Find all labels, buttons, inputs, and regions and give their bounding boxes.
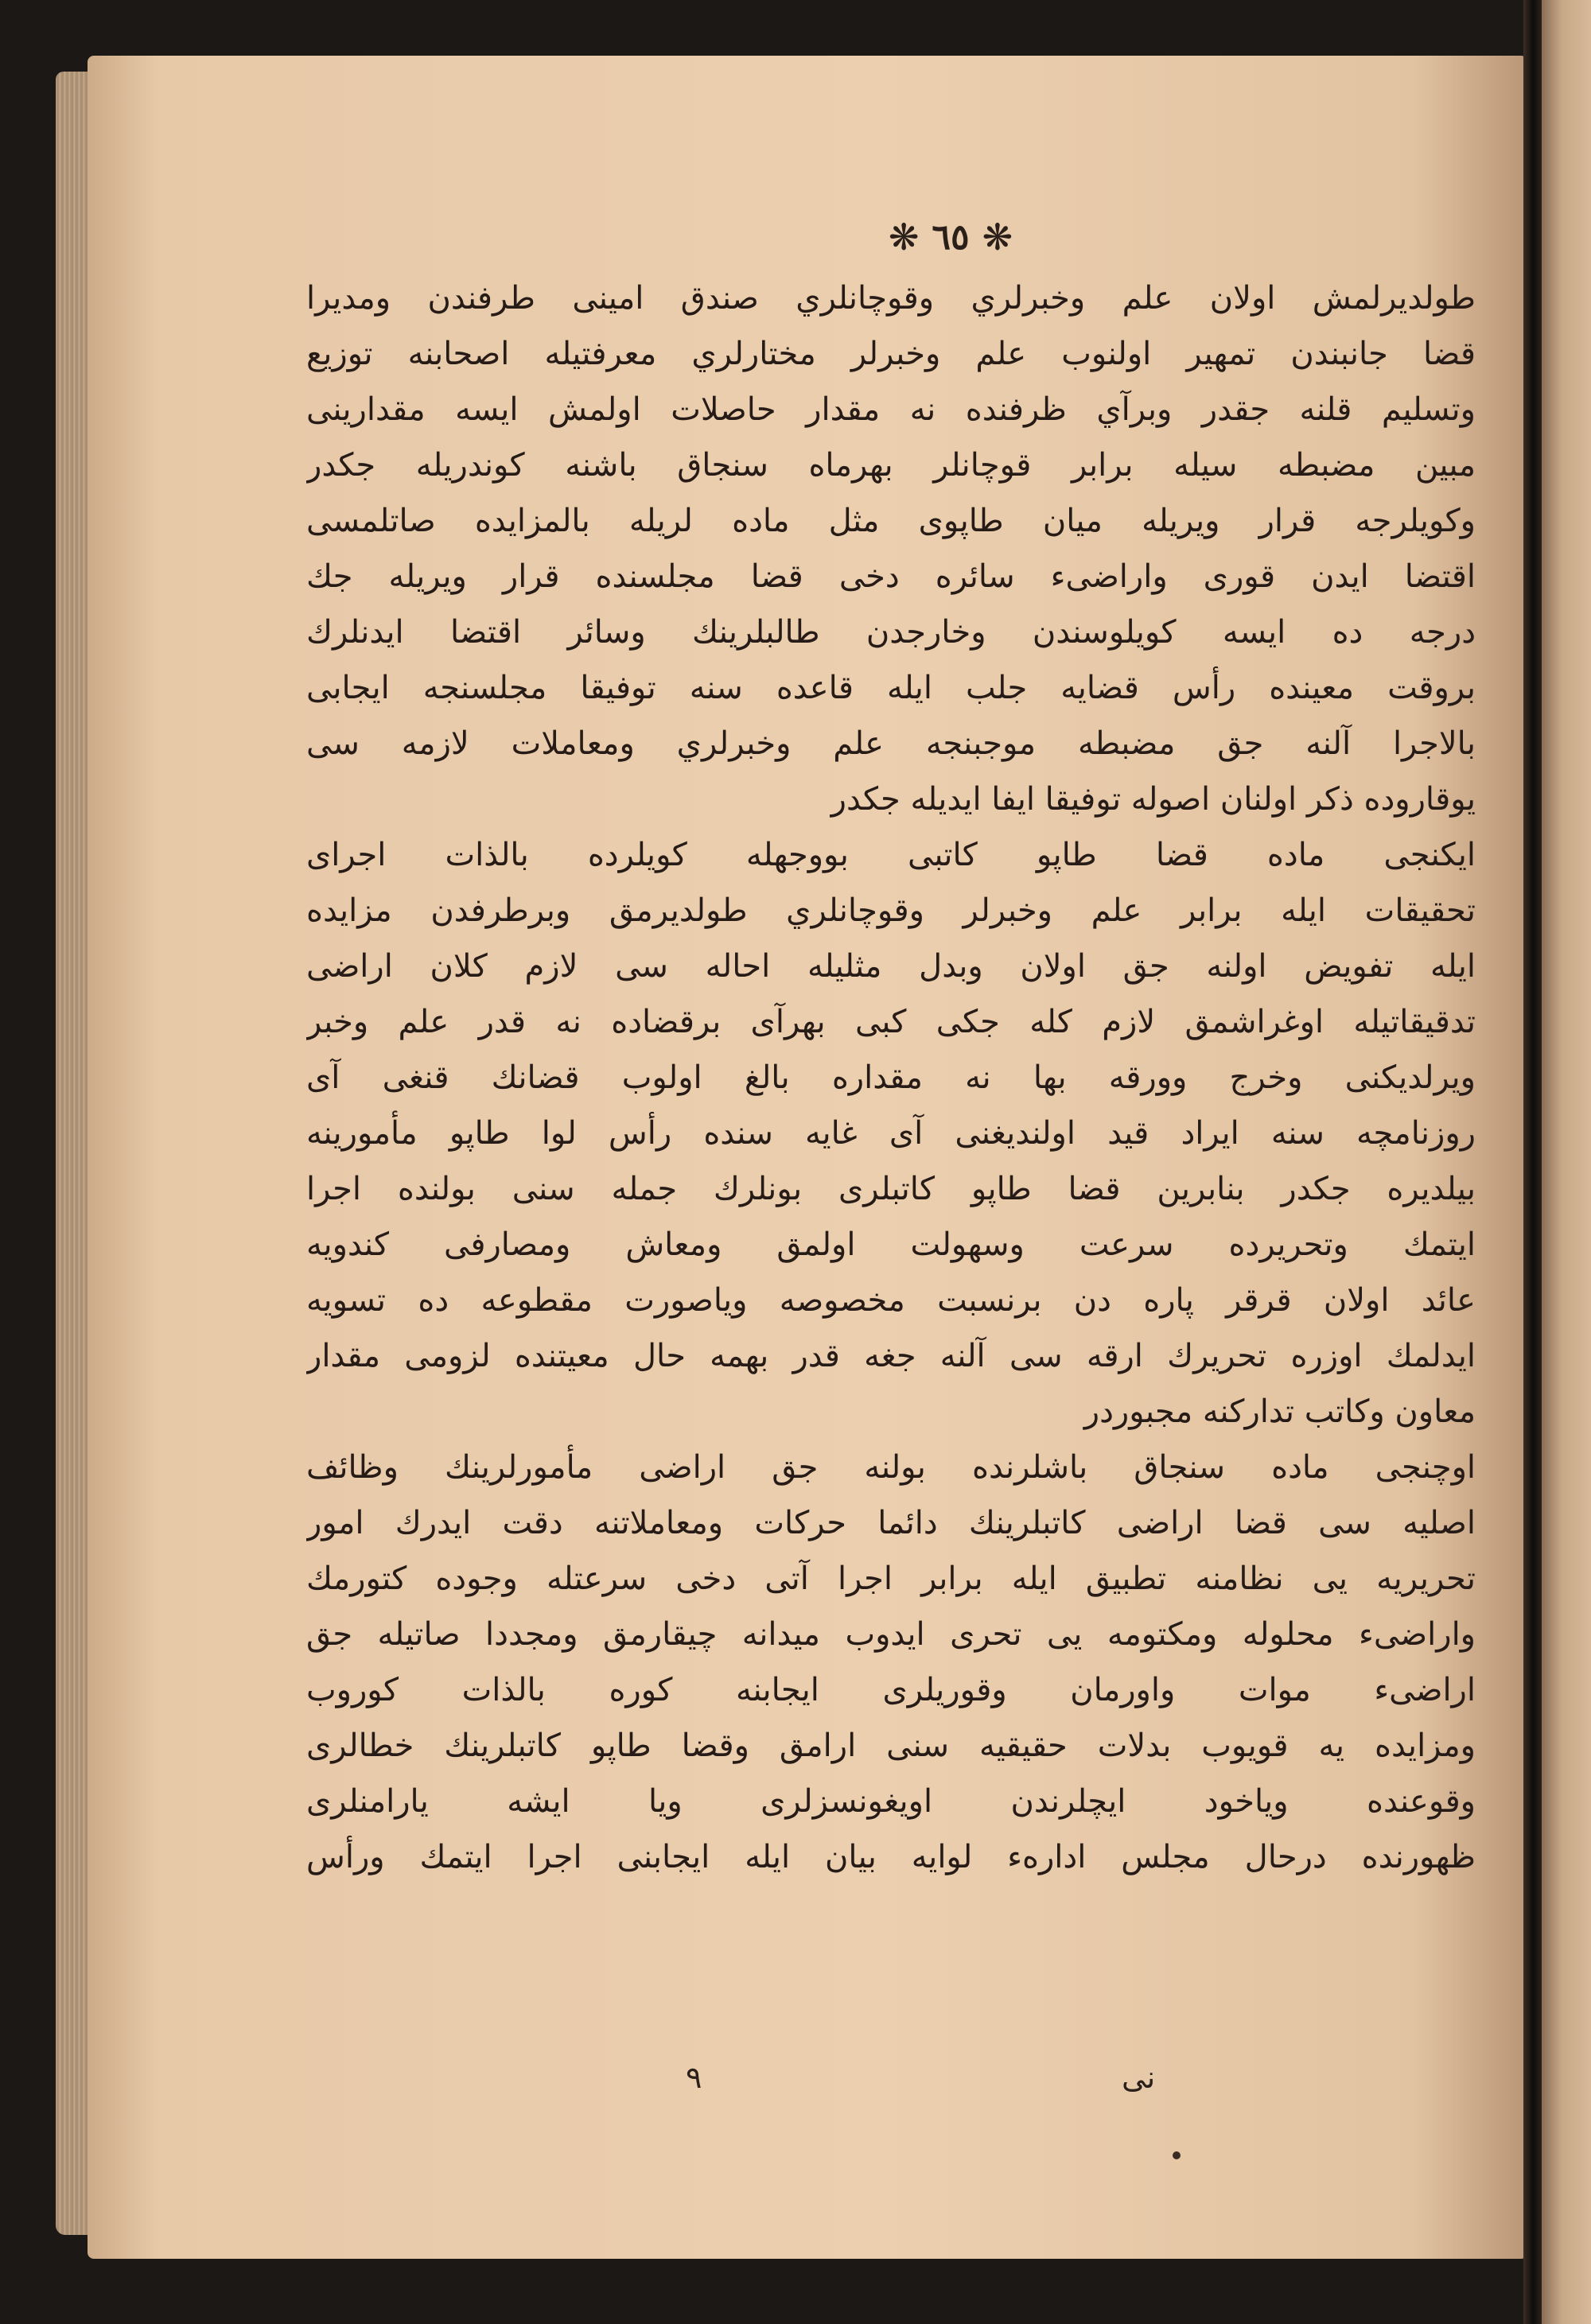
text-line: اصليه سى قضا اراضى كاتبلرينك دائما حركات ومعاملاتنه دقت ايدرك امور (306, 1505, 1476, 1541)
signature-mark: ٩ (686, 2060, 702, 2095)
book-gutter (1523, 0, 1542, 2324)
ink-speck (1173, 2151, 1181, 2159)
text-line: اقتضا ايدن قورى واراضىء سائره دخى قضا مجلسنده قرار ويريله جك (306, 558, 1476, 595)
text-line: اراضىء موات واورمان وقوريلرى ايجابنه كوره بالذات كوروب (306, 1672, 1476, 1708)
ornament-right-icon: ❋ (982, 216, 1013, 258)
text-line: تدقيقاتيله اوغراشمق لازم كله جكى كبى بهرآى برقضاده نه قدر علم وخبر (306, 1004, 1476, 1040)
page-footer (0, 2060, 1591, 2108)
text-line: درجه ده ايسه كويلوسندن وخارجدن طالبلرينك وسائر اقتضا ايدنلرك (306, 614, 1476, 651)
text-line: ظهورنده درحال مجلس ادارهء لوايه بيان ايله ايجابنى اجرا ايتمك ورأس (306, 1839, 1476, 1875)
text-line: بروقت معينده رأس قضايه جلب ايله قاعده سنه توفيقا مجلسنجه ايجابى (306, 670, 1476, 706)
text-line: ويرلديكنى وخرج وورقه بها نه مقداره بالغ اولوب قضانك قنغى آى (306, 1059, 1476, 1096)
text-line: روزنامچه سنه ايراد قيد اولنديغنى آى غايه سنده رأس لوا طاپو مأمورينه (306, 1115, 1476, 1152)
text-line: بيلديره جكدر بنابرين قضا طاپو كاتبلرى بونلرك جمله سنى بولنده اجرا (306, 1171, 1476, 1207)
text-line: تحقيقات ايله برابر علم وخبرلر وقوچانلري طولديرمق وبرطرفدن مزايده (306, 892, 1476, 929)
text-line: وكويلرجه قرار ويريله ميان طاپوى مثل ماده لريله بالمزايده صاتلمسى (306, 503, 1476, 539)
ornament-left-icon: ❋ (888, 216, 920, 258)
body-text (306, 270, 1476, 1885)
text-line: وقوعنده وياخود ايچلرندن اويغونسزلرى ويا ايشه يارامنلرى (306, 1783, 1476, 1820)
text-line: طولديرلمش اولان علم وخبرلري وقوچانلري صندق امينى طرفندن ومديرا (306, 280, 1476, 317)
catchword: نى (1122, 2060, 1156, 2095)
page-number: ٦٥ (932, 216, 970, 258)
text-line: اوچنجى ماده سنجاق باشلرنده بولنه جق اراضى مأمورلرينك وظائف (306, 1449, 1476, 1486)
page-header (863, 208, 1038, 266)
text-line: ومزايده يه قويوب بدلات حقيقيه سنى ارامق وقضا طاپو كاتبلرينك خطالرى (306, 1727, 1476, 1764)
text-line: ايكنجى ماده قضا طاپو كاتبى بووجهله كويلرده بالذات اجراى (306, 837, 1476, 873)
text-line: واراضىء محلوله ومكتومه يى تحرى ايدوب ميدانه چيقارمق ومجددا صاتيله جق (306, 1616, 1476, 1653)
text-line: معاون وكاتب تداركنه مجبوردر (1083, 1393, 1476, 1430)
text-line: بالاجرا آلنه جق مضبطه موجبنجه علم وخبرلري ومعاملات لازمه سى (306, 725, 1476, 762)
text-line: يوقاروده ذكر اولنان اصوله توفيقا ايفا ايديله جكدر (831, 781, 1476, 818)
text-line: قضا جانبندن تمهير اولنوب علم وخبرلر مختارلري معرفتيله اصحابنه توزيع (306, 336, 1476, 372)
text-line: ايله تفويض اولنه جق اولان وبدل مثليله احاله سى لازم كلان اراضى (306, 948, 1476, 985)
text-line: وتسليم قلنه جقدر وبرآي ظرفنده نه مقدار حاصلات اولمش ايسه مقدارينى (306, 391, 1476, 428)
facing-page-edge (1542, 0, 1591, 2324)
text-line: ايتمك وتحريرده سرعت وسهولت اولمق ومعاش ومصارفى كندويه (306, 1226, 1476, 1263)
text-line: تحريريه يى نظامنه تطبيق ايله برابر اجرا آتى دخى سرعتله وجوده كتورمك (306, 1560, 1476, 1597)
text-line: مبين مضبطه سيله برابر قوچانلر بهرماه سنجاق باشنه كوندريله جكدر (306, 447, 1476, 484)
text-line: ايدلمك اوزره تحريرك ارقه سى آلنه جغه قدر بهمه حال معيتنده لزومى مقدار (306, 1338, 1476, 1374)
text-line: عائد اولان قرقر پاره دن برنسبت مخصوصه وياصورت مقطوعه ده تسويه (306, 1282, 1476, 1319)
